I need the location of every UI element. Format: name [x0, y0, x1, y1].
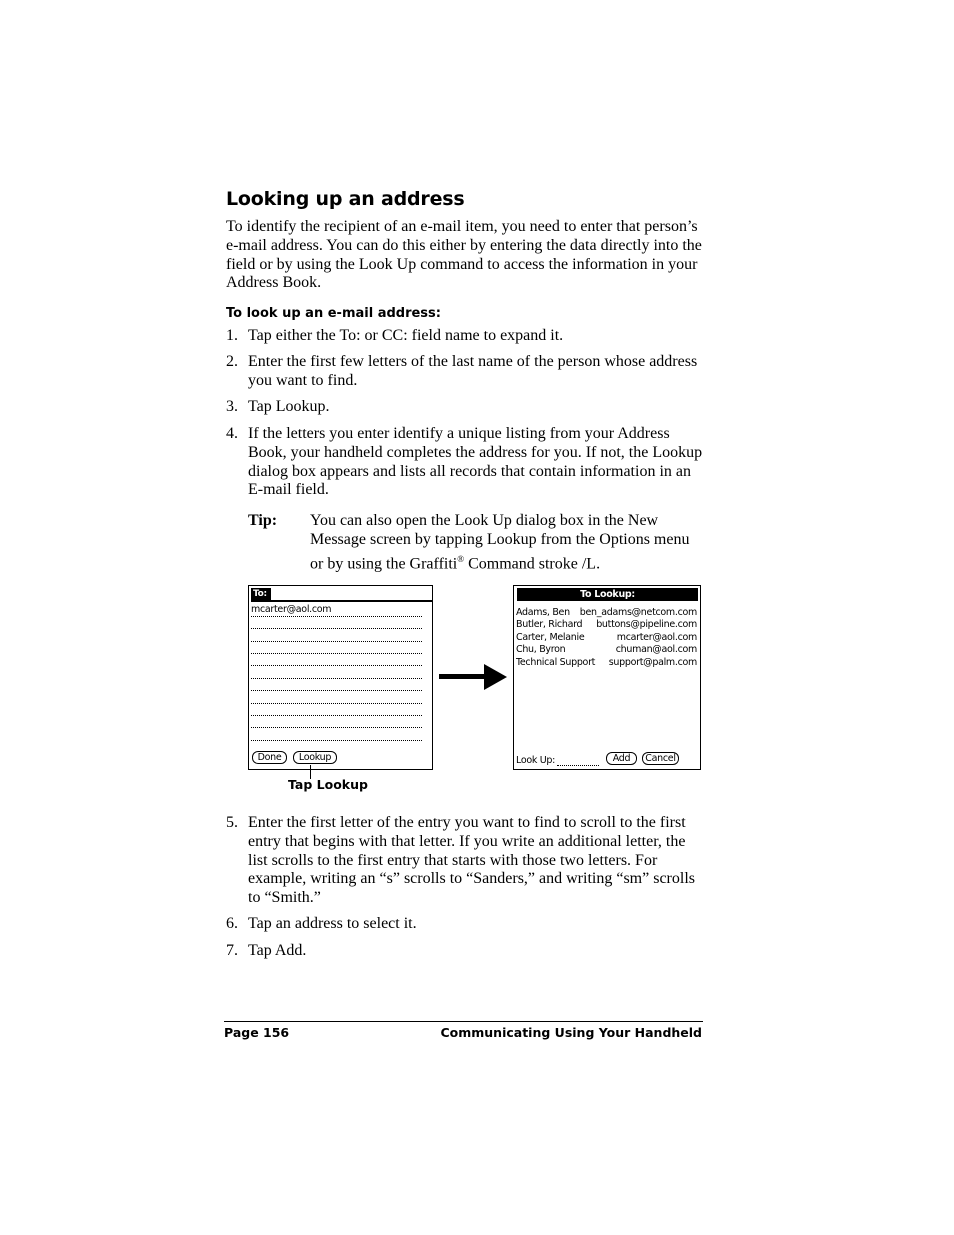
- lookup-field-label: Look Up:: [516, 755, 556, 766]
- text-line: [251, 690, 422, 691]
- step-number: 2.: [226, 353, 238, 370]
- page-number: Page 156: [224, 1025, 290, 1040]
- text-line: [251, 727, 422, 728]
- step-number: 7.: [226, 942, 238, 959]
- text-line: [251, 653, 422, 654]
- text-line: [251, 616, 422, 617]
- step-text: Tap Lookup.: [248, 398, 330, 415]
- to-field-label[interactable]: To:: [251, 588, 271, 600]
- registered-mark: ®: [457, 553, 465, 564]
- contact-email[interactable]: mcarter@aol.com: [616, 632, 697, 643]
- section-title: Looking up an address: [226, 188, 465, 210]
- new-message-screen: [248, 585, 433, 770]
- tip-text-after: Command stroke /L.: [464, 554, 601, 572]
- step-text: If the letters you enter identify a unique listing from your Address Book, your handheld completes the address for you. If not, the Lookup dialog box appears and lists all records that contain information in an E-mail field.: [248, 425, 703, 499]
- arrow-right-icon: [439, 664, 507, 690]
- procedure-title: To look up an e-mail address:: [226, 306, 441, 321]
- step-text: Tap either the To: or CC: field name to expand it.: [248, 327, 564, 344]
- add-button[interactable]: Add: [606, 752, 637, 765]
- step-text: Tap an address to select it.: [248, 915, 417, 932]
- cancel-button[interactable]: Cancel: [642, 752, 679, 765]
- text-line: [251, 703, 422, 704]
- contact-email[interactable]: support@palm.com: [608, 657, 697, 668]
- contact-name[interactable]: Butler, Richard: [516, 619, 583, 630]
- step-number: 1.: [226, 327, 238, 344]
- text-line: [251, 740, 422, 741]
- tip-text: [310, 512, 690, 574]
- text-line: [251, 665, 422, 666]
- to-field-value[interactable]: mcarter@aol.com: [251, 604, 332, 615]
- step-number: 3.: [226, 398, 238, 415]
- text-line: [251, 678, 422, 679]
- tip-label: Tip:: [248, 512, 278, 529]
- contact-name[interactable]: Carter, Melanie: [516, 632, 585, 643]
- step-text: Tap Add.: [248, 942, 307, 959]
- contact-email[interactable]: buttons@pipeline.com: [596, 619, 697, 630]
- step-text: Enter the first letter of the entry you want to find to scroll to the first entry that begins with that letter. If you write an additional letter, the list scrolls to the first entry that starts with those two letters. For example, writing an “s” scrolls to “Sanders,” and writing “sm” scrolls to “Smith.”: [248, 814, 695, 907]
- text-line: [251, 715, 422, 716]
- text-line: [251, 641, 422, 642]
- to-field-rule: [251, 600, 432, 602]
- tip-text-before: You can also open the Look Up dialog box in the New Message screen by tapping Lookup from the Options menu or by using the Graffiti: [310, 512, 690, 572]
- step-number: 6.: [226, 915, 238, 932]
- done-button[interactable]: Done: [252, 751, 287, 764]
- lookup-dialog-title: To Lookup:: [517, 588, 698, 601]
- step-number: 5.: [226, 814, 238, 831]
- lookup-button[interactable]: Lookup: [293, 751, 337, 764]
- step-text: Enter the first few letters of the last name of the person whose address you want to find.: [248, 353, 698, 389]
- contact-email[interactable]: ben_adams@netcom.com: [579, 607, 697, 618]
- chapter-title: Communicating Using Your Handheld: [440, 1025, 702, 1040]
- text-line: [251, 628, 422, 629]
- intro-paragraph: To identify the recipient of an e-mail item, you need to enter that person’s e-mail address. You can do this either by entering the data directly into the field or by using the Look Up command to access the information in your Address Book.: [226, 218, 702, 292]
- step-number: 4.: [226, 425, 238, 442]
- lookup-dialog-screen: [513, 585, 701, 770]
- contact-name[interactable]: Adams, Ben: [516, 607, 570, 618]
- lookup-input[interactable]: [557, 765, 599, 766]
- contact-name[interactable]: Chu, Byron: [516, 644, 566, 655]
- contact-name[interactable]: Technical Support: [516, 657, 596, 668]
- footer-rule: [224, 1021, 703, 1022]
- figure-callout: Tap Lookup: [288, 777, 368, 792]
- contact-email[interactable]: chuman@aol.com: [615, 644, 697, 655]
